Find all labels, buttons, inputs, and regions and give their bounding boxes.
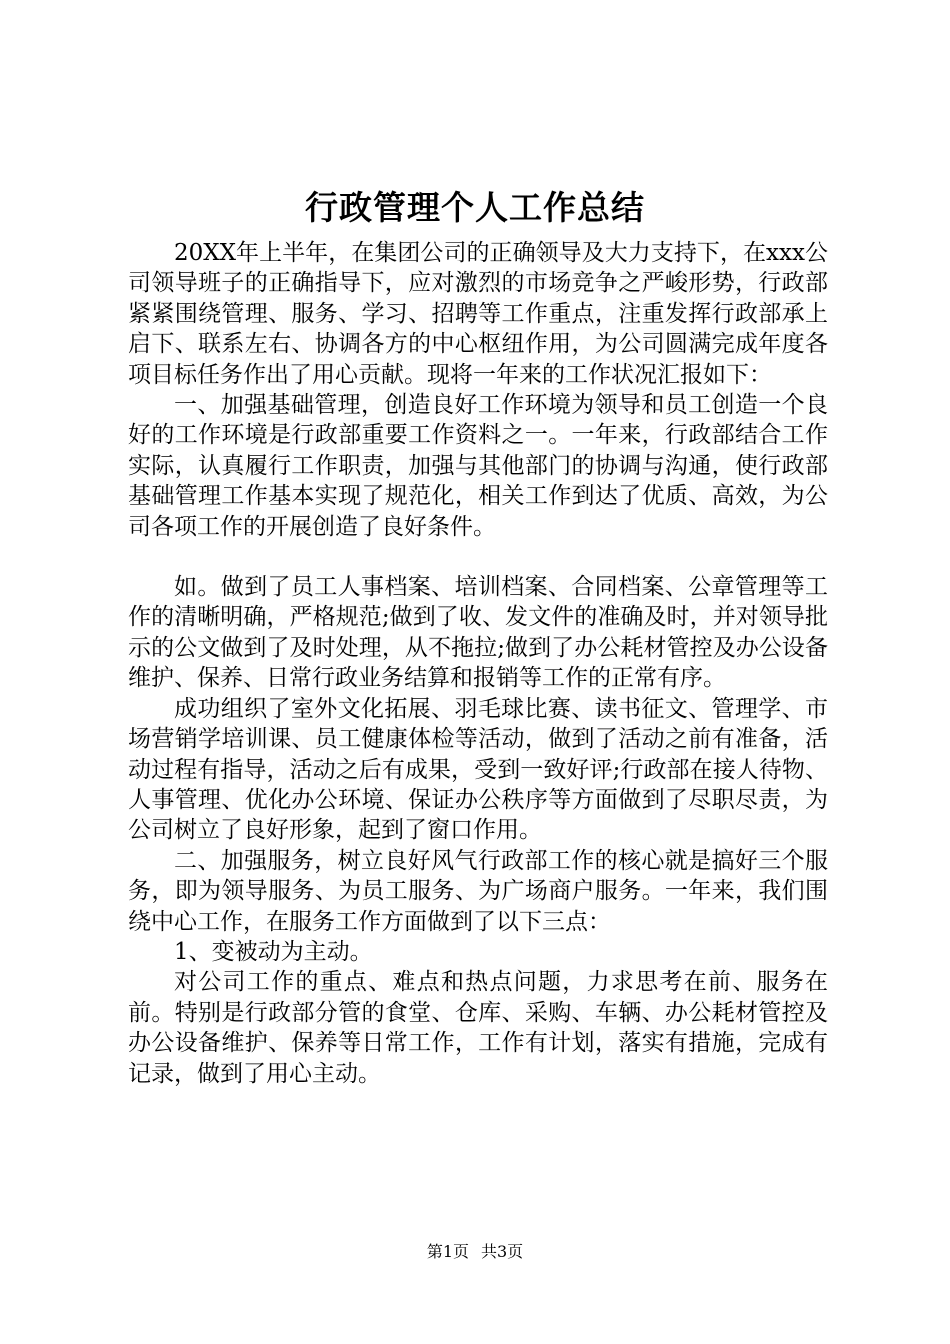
paragraph-activities: 成功组织了室外文化拓展、羽毛球比赛、读书征文、管理学、市场营销学培训课、员工健康体检等活动，做到了活动之前有准备，活动过程有指导，活动之后有成果，受到一致好评;行政部在接人待物、人事管理、优化办公环境、保证办公秩序等方面做到了尽职尽责，为公司树立了良好形象，起到了窗口作用。 xyxy=(128,695,828,844)
paragraph-point-1-detail: 对公司工作的重点、难点和热点问题，力求思考在前、服务在前。特别是行政部分管的食堂、仓库、采购、车辆、办公耗材管控及办公设备维护、保养等日常工作，工作有计划，落实有措施，完成有记录，做到了用心主动。 xyxy=(128,969,828,1087)
page-footer xyxy=(0,1240,950,1264)
paragraph-intro: 20XX年上半年，在集团公司的正确领导及大力支持下，在xxx公司领导班子的正确指导下，应对激烈的市场竞争之严峻形势，行政部紧紧围绕管理、服务、学习、招聘等工作重点，注重发挥行政部承上启下、联系左右、协调各方的中心枢纽作用，为公司圆满完成年度各项目标任务作出了用心贡献。现将一年来的工作状况汇报如下： xyxy=(128,240,828,388)
page-number-total: 共3页 xyxy=(481,1242,524,1261)
paragraph-section-2: 二、加强服务，树立良好风气行政部工作的核心就是搞好三个服务，即为领导服务、为员工服务、为广场商户服务。一年来，我们围绕中心工作，在服务工作方面做到了以下三点： xyxy=(128,847,828,935)
page-number-current: 第1页 xyxy=(426,1242,469,1261)
document-body xyxy=(128,238,828,1089)
paragraph-point-1: 1、变被动为主动。 xyxy=(174,938,373,965)
paragraph-section-1: 一、加强基础管理，创造良好工作环境为领导和员工创造一个良好的工作环境是行政部重要工作资料之一。一年来，行政部结合工作实际，认真履行工作职责，加强与其他部门的协调与沟通，使行政部基础管理工作基本实现了规范化，相关工作到达了优质、高效，为公司各项工作的开展创造了良好条件。 xyxy=(128,392,828,540)
document-title: 行政管理个人工作总结 xyxy=(305,188,645,227)
paragraph-examples: 如。做到了员工人事档案、培训档案、合同档案、公章管理等工作的清晰明确，严格规范;做到了收、发文件的准确及时，并对领导批示的公文做到了及时处理，从不拖拉;做到了办公耗材管控及办公设备维护、保养、日常行政业务结算和报销等工作的正常有序。 xyxy=(128,574,828,692)
